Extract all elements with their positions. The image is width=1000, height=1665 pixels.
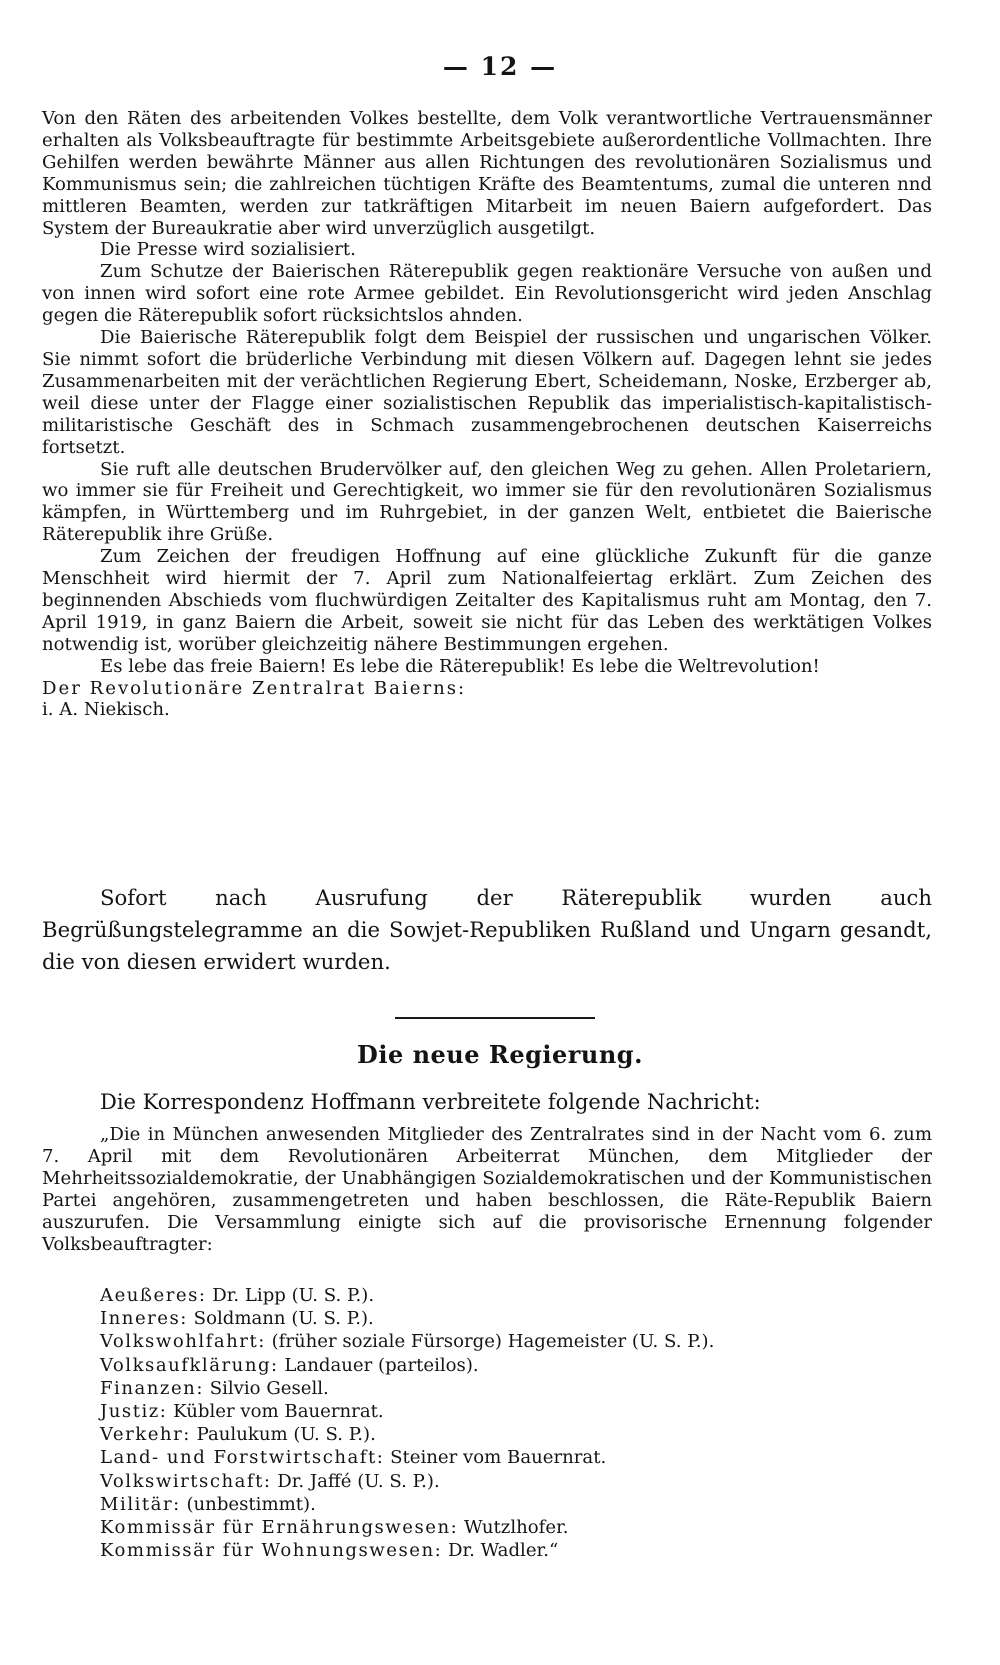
telegram-note <box>42 882 932 978</box>
paragraph: Zum Schutze der Baierischen Räterepublik gegen reaktionäre Versuche von außen und von innen wird sofort eine rote Armee gebildet. Ein Revolutionsgericht wird jeden Anschlag gegen die Räterepublik sofort rücksichtslos ahnden. <box>42 261 932 327</box>
list-item: Volksaufklärung: Landauer (parteilos). <box>100 1354 479 1376</box>
list-item: Kommissär für Ernährungswesen: Wutzlhofer. <box>100 1517 569 1539</box>
signatory: i. A. Niekisch. <box>42 699 170 721</box>
paragraph: Sofort nach Ausrufung der Räterepublik wurden auch Begrüßungstelegramme an die Sowjet-Republiken Rußland und Ungarn gesandt, die von diesen erwidert wurden. <box>42 885 932 974</box>
list-item: Finanzen: Silvio Gesell. <box>100 1377 329 1399</box>
paragraph: Es lebe das freie Baiern! Es lebe die Räterepublik! Es lebe die Weltrevolution! <box>100 655 820 677</box>
paragraph: „Die in München anwesenden Mitglieder des Zentralrates sind in der Nacht vom 6. zum 7. April mit dem Revolutionären Arbeiterrat München, dem Mitglieder der Mehrheitssozialdemokratie, der Unabhängigen Sozialdemokratischen und der Kommunistischen Partei angehören, zusammengetreten und haben beschlossen, die Räte-Republik Baiern auszurufen. Die Versammlung einigte sich auf die provisorische Ernennung folgender Volksbeauftragter: <box>42 1124 932 1255</box>
list-item: Volkswohlfahrt: (früher soziale Fürsorge) Hagemeister (U. S. P.). <box>100 1331 715 1353</box>
page-number: — 12 — <box>442 52 558 81</box>
list-item: Militär: (unbestimmt). <box>100 1493 316 1515</box>
list-item: Volkswirtschaft: Dr. Jaffé (U. S. P.). <box>100 1470 440 1492</box>
paragraph: Die Presse wird sozialisiert. <box>100 239 356 261</box>
paragraph: Sie ruft alle deutschen Brudervölker auf, den gleichen Weg zu gehen. Allen Proletariern, wo immer sie für Freiheit und Gerechtigkeit, wo immer sie für den revolutionären Sozialismus kämpfen, in Württemberg und im Ruhrgebiet, in der ganzen Welt, entbietet die Baierische Räterepublik ihre Grüße. <box>42 458 932 546</box>
signature-line: Der Revolutionäre Zentralrat Baierns: <box>42 677 467 699</box>
list-item: Inneres: Soldmann (U. S. P.). <box>100 1308 374 1330</box>
section-heading: Die neue Regierung. <box>357 1040 643 1069</box>
news-quote <box>42 1124 932 1255</box>
paragraph: Von den Räten des arbeitenden Volkes bestellte, dem Volk verantwortliche Vertrauensmänner erhalten als Volksbeauftragte für bestimmte Arbeitsgebiete außerordentliche Vollmachten. Ihre Gehilfen werden bewährte Männer aus allen Richtungen des revolutionären Sozialismus und Kommunismus sein; die zahlreichen tüchtigen Kräfte des Beamtentums, zumal die unteren nnd mittleren Beamten, werden zur tatkräftigen Mitarbeit im neuen Baiern aufgefordert. Das System der Bureaukratie aber wird unverzüglich ausgetilgt. <box>42 108 932 239</box>
list-item: Kommissär für Wohnungswesen: Dr. Wadler.“ <box>100 1540 559 1562</box>
list-item: Verkehr: Paulukum (U. S. P.). <box>100 1424 376 1446</box>
appointment-list <box>100 1284 940 1562</box>
section-divider <box>395 1017 595 1019</box>
paragraph: Zum Zeichen der freudigen Hoffnung auf eine glückliche Zukunft für die ganze Menschheit wird hiermit der 7. April zum Nationalfeiertag erklärt. Zum Zeichen des beginnenden Abschieds vom fluchwürdigen Zeitalter des Kapitalismus ruht am Montag, den 7. April 1919, in ganz Baiern die Arbeit, soweit sie nicht für das Leben des werktätigen Volkes notwendig ist, worüber gleichzeitig nähere Bestimmungen ergehen. <box>42 546 932 655</box>
list-item: Aeußeres: Dr. Lipp (U. S. P.). <box>100 1285 375 1306</box>
list-item: Justiz: Kübler vom Bauernrat. <box>100 1401 384 1423</box>
paragraph: Die Baierische Räterepublik folgt dem Beispiel der russischen und ungarischen Völker. Sie nimmt sofort die brüderliche Verbindung mit diesen Völkern auf. Dagegen lehnt sie jedes Zusammenarbeiten mit der verächtlichen Regierung Ebert, Scheidemann, Noske, Erzberger ab, weil diese unter der Flagge einer sozialistischen Republik das imperialistisch-kapitalistisch-militaristische Geschäft des in Schmach zusammengebrochenen deutschen Kaiserreichs fortsetzt. <box>42 327 932 458</box>
proclamation-text <box>42 108 932 721</box>
intro-line: Die Korrespondenz Hoffmann verbreitete folgende Nachricht: <box>100 1090 761 1114</box>
list-item: Land- und Forstwirtschaft: Steiner vom Bauernrat. <box>100 1447 607 1469</box>
